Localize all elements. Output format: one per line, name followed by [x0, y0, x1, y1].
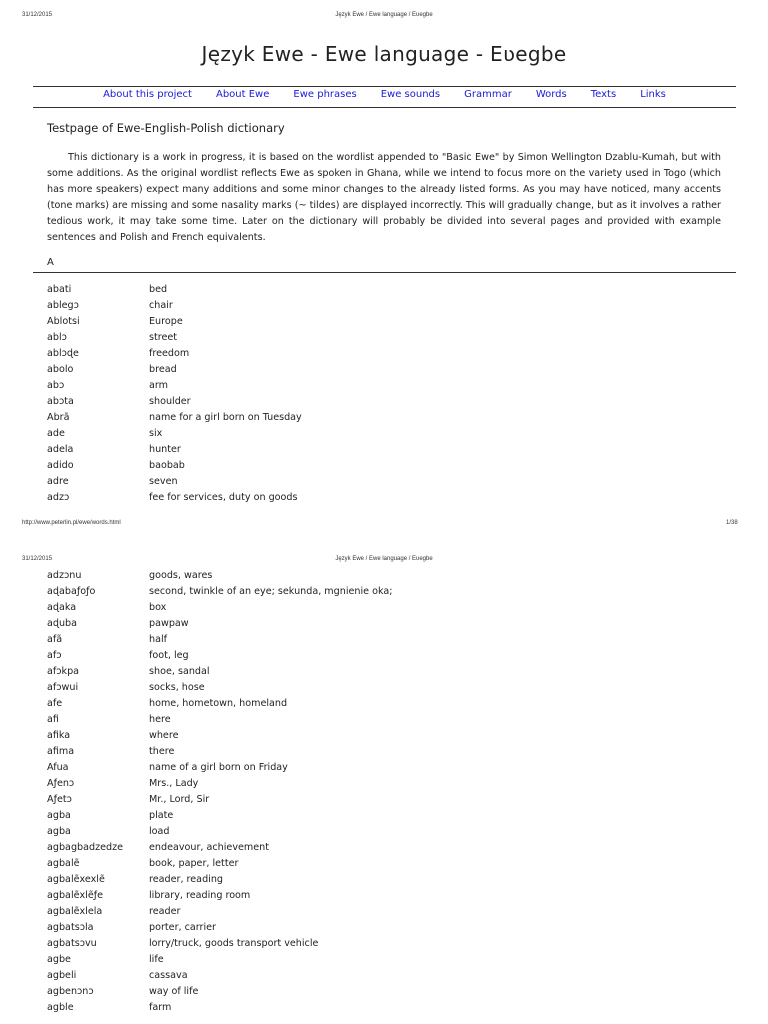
- entry-word: agbalẽxlela: [47, 906, 103, 917]
- entry-word: agba: [47, 810, 71, 821]
- nav-top-rule: [33, 86, 736, 87]
- entry-word: Afua: [47, 762, 69, 773]
- entry-word: adre: [47, 476, 69, 487]
- entry-definition: street: [149, 332, 178, 343]
- entry-word: adzɔ: [47, 492, 70, 503]
- entry-definition: box: [149, 602, 167, 613]
- entry-definition: Mr., Lord, Sir: [149, 794, 210, 805]
- entry-definition: life: [149, 954, 164, 965]
- site-title: Język Ewe - Ewe language - Eʋegbe: [201, 42, 567, 66]
- entry-word: afika: [47, 730, 71, 741]
- entry-definition: plate: [149, 810, 174, 821]
- entry-word: abati: [47, 284, 72, 295]
- entry-word: abolo: [47, 364, 74, 375]
- entry-word: aɖuba: [47, 618, 78, 629]
- entry-word: afi: [47, 714, 59, 725]
- entry-definition: name of a girl born on Friday: [149, 762, 288, 773]
- entry-definition: where: [149, 730, 179, 741]
- entry-definition: load: [149, 826, 170, 837]
- entry-definition: reader: [149, 906, 181, 917]
- entry-word: aɖabaƒoƒo: [47, 586, 96, 597]
- entry-definition: cassava: [149, 970, 188, 981]
- entry-word: adela: [47, 444, 74, 455]
- entry-word: abɔta: [47, 396, 74, 407]
- entry-definition: there: [149, 746, 175, 757]
- nav-links[interactable]: Links: [640, 89, 666, 100]
- print-title-page2: Język Ewe / Ewe language / Eʋegbe: [335, 556, 433, 562]
- entry-word: ablɔɖe: [47, 348, 79, 359]
- nav-texts[interactable]: Texts: [590, 89, 617, 100]
- nav-ewe-sounds[interactable]: Ewe sounds: [380, 89, 441, 100]
- entry-definition: baobab: [149, 460, 185, 471]
- entry-definition: foot, leg: [149, 650, 189, 661]
- entry-definition: here: [149, 714, 171, 725]
- entry-definition: bread: [149, 364, 177, 375]
- entry-definition: half: [149, 634, 168, 645]
- nav-ewe-phrases[interactable]: Ewe phrases: [293, 89, 357, 100]
- nav-grammar[interactable]: Grammar: [464, 89, 512, 100]
- entry-definition: shoe, sandal: [149, 666, 210, 677]
- footer-page-number: 1/38: [726, 520, 738, 526]
- entry-word: Aƒenɔ: [47, 778, 75, 789]
- entry-definition: farm: [149, 1002, 172, 1013]
- intro-paragraph: [47, 150, 721, 247]
- entry-word: Ablotsi: [47, 316, 80, 327]
- entry-definition: fee for services, duty on goods: [149, 492, 298, 503]
- entry-word: agble: [47, 1002, 74, 1013]
- entry-word: Abrã: [47, 412, 70, 423]
- entry-word: agbatsɔvu: [47, 938, 97, 949]
- entry-definition: book, paper, letter: [149, 858, 239, 869]
- entry-definition: hunter: [149, 444, 181, 455]
- section-letter: A: [47, 257, 54, 268]
- entry-definition: library, reading room: [149, 890, 251, 901]
- footer-url-link[interactable]: http://www.peterlin.pl/ewe/words.html: [22, 520, 121, 526]
- entry-word: afɔkpa: [47, 666, 80, 677]
- entry-definition: chair: [149, 300, 173, 311]
- entry-word: agbalẽxlẽƒe: [47, 890, 104, 901]
- entry-definition: reader, reading: [149, 874, 223, 885]
- entry-word: agbagbadzedze: [47, 842, 124, 853]
- entry-definition: name for a girl born on Tuesday: [149, 412, 302, 423]
- entry-word: aɖaka: [47, 602, 77, 613]
- entry-word: agba: [47, 826, 71, 837]
- entry-word: Aƒetɔ: [47, 794, 72, 805]
- entry-word: afɔ: [47, 650, 62, 661]
- entry-definition: bed: [149, 284, 168, 295]
- entry-word: ade: [47, 428, 65, 439]
- entry-word: agbenɔnɔ: [47, 986, 94, 997]
- print-date: 31/12/2015: [22, 12, 53, 18]
- entry-word: ablegɔ: [47, 300, 79, 311]
- entry-word: abɔ: [47, 380, 65, 391]
- entry-definition: porter, carrier: [149, 922, 216, 933]
- entry-word: agbe: [47, 954, 71, 965]
- entry-word: agbalẽ: [47, 858, 80, 869]
- entry-definition: arm: [149, 380, 169, 391]
- entry-word: adzɔnu: [47, 570, 82, 581]
- intro-text: This dictionary is a work in progress, it is based on the wordlist appended to "Basic Ewe" by Simon Wellington Dzablu-Kumah, but with some additions. As the original wordlist reflects Ewe as spoken in Ghana, while we intend to focus more on the variety used in Togo (which has more speakers) expect many additions and some minor changes to the already listed forms. As you may have noticed, many accents (tone marks) are missing and some nasality marks (~ tildes) are displayed incorrectly. This will gradually change, but as it involves a rather tedious work, it may take some time. Later on the dictionary will probably be divided into several pages and provided with example sentences and Polish and French equivalents.: [47, 152, 721, 244]
- entry-definition: pawpaw: [149, 618, 189, 629]
- nav-about-ewe[interactable]: About Ewe: [215, 89, 270, 100]
- entry-definition: socks, hose: [149, 682, 205, 693]
- entry-word: afɔwui: [47, 682, 79, 693]
- entry-word: ablɔ: [47, 332, 67, 343]
- entry-definition: shoulder: [149, 396, 191, 407]
- entry-definition: way of life: [149, 986, 199, 997]
- entry-word: afima: [47, 746, 75, 757]
- entry-definition: lorry/truck, goods transport vehicle: [149, 938, 319, 949]
- entry-definition: freedom: [149, 348, 190, 359]
- entry-word: agbatsɔla: [47, 922, 94, 933]
- entry-definition: seven: [149, 476, 178, 487]
- entry-definition: endeavour, achievement: [149, 842, 269, 853]
- nav-bottom-rule: [33, 107, 736, 108]
- print-date-page2: 31/12/2015: [22, 556, 53, 562]
- entry-definition: Europe: [149, 316, 183, 327]
- entry-definition: second, twinkle of an eye; sekunda, mgnienie oka;: [149, 586, 393, 597]
- entry-word: adido: [47, 460, 74, 471]
- entry-word: agbeli: [47, 970, 77, 981]
- entry-word: afe: [47, 698, 63, 709]
- page-heading: Testpage of Ewe-English-Polish dictionary: [47, 121, 285, 135]
- entry-definition: six: [149, 428, 163, 439]
- nav-words[interactable]: Words: [535, 89, 567, 100]
- entry-word: afã: [47, 634, 63, 645]
- nav-about-project[interactable]: About this project: [103, 89, 192, 100]
- entry-definition: goods, wares: [149, 570, 213, 581]
- entry-word: agbalẽxexlẽ: [47, 874, 105, 885]
- main-nav: [33, 89, 736, 104]
- print-title: Język Ewe / Ewe language / Eʋegbe: [335, 12, 433, 18]
- section-rule: [33, 272, 736, 273]
- entry-definition: Mrs., Lady: [149, 778, 199, 789]
- entry-definition: home, hometown, homeland: [149, 698, 288, 709]
